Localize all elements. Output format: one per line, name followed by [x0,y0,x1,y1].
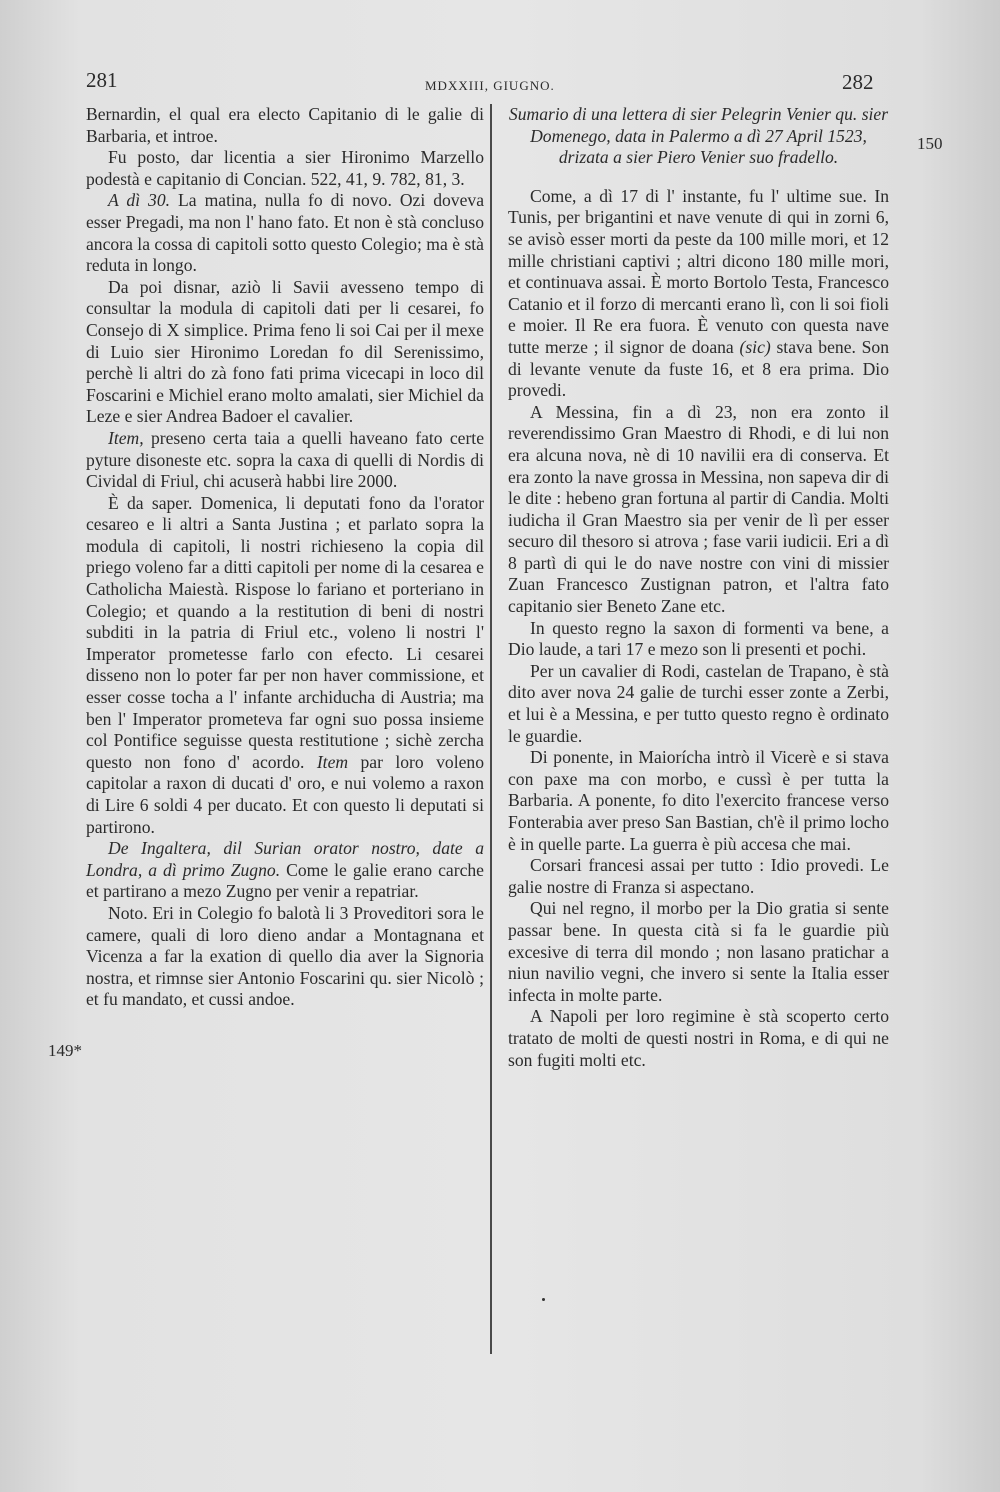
paragraph: È da saper. Domenica, li deputati fono da l'orator cesareo e li altri a Santa Justina ; et parlato sopra la modula di capitoli, li nostri richieseno la copia dil priego voleno far a ditti capitoli per nome di la cesarea e Catholicha Maiestà. Rispose lo fariano et porteriano in Colegio; et quando a la restitution di beni di nostri subditi in la patria di Friul etc., voleno li nostri l' Imperator prometesse farlo con efecto. Li cesarei disseno non lo poter far per non haver commissione, et esser cosse tocha a l' infante archiducha di Austria; ma ben l' Imperator prometeva far ogni suo possa insieme col Pontifice seguisse questa restitutione ; sichè zercha questo non fono d' acordo. Item par loro voleno capitolar a raxon di ducati d' oro, e nui volemo a raxon di Lire 6 soldi 4 per ducato. Et con questo li deputati si partirono. [86,492,484,837]
paragraph: Per un cavalier di Rodi, castelan de Trapano, è stà dito aver nova 24 galie de turchi esser zonte a Zerbi, et lui è a Messina, e per tutto questo regno è ordinato le guardie. [508,660,889,746]
left-column [86,104,484,1011]
page-number-left: 281 [86,68,118,92]
sic-note: (sic) [739,336,771,357]
page-number-right: 282 [842,70,874,94]
paragraph: Di ponente, in Maiorícha intrò il Vicerè e si stava con paxe ma con morbo, e cussì è per tutta la Barbaria. A ponente, fo dito l'exercito francese verso Fonterabia aver preso San Bastian, ch'è il primo locho è in quelle parte. La guerra è più accesa che mai. [508,747,889,854]
running-head [0,68,1000,98]
paragraph: A Napoli per loro regimine è stà scoperto certo tratato de molti de questi nostri in Roma, e di qui ne son fugiti molti etc. [508,1006,889,1070]
paragraph: A dì 30. La matina, nulla fo di novo. Ozi doveva esser Pregadi, ma non l' hano fato. Et non è stà concluso ancora la cossa di capitoli sotto questo Colegio; ma è stà reduta in longo. [86,190,485,276]
right-column [508,104,889,1071]
item-marker: Item [316,751,349,772]
paragraph: Come, a dì 17 di l' instante, fu l' ultime sue. In Tunis, per brigantini et nave venute di qui in zorni 6, se avisò esser morti da peste da 100 mille mori, et 12 mille christiani captivi ; altri dicono 180 mille mori, et continuava assai. È morto Bortolo Testa, Francesco Catanio et il forzo di mercanti erano lì, con li soi fioli e moier. Il Re era fuora. È venuto con questa nave tutte merze ; il signor de doana (sic) stava bene. Son di levante venute da fuste 16, et 8 era prima. Dio provedi. [508,185,890,401]
margin-folio-left: 149* [48,1041,82,1060]
paragraph: Fu posto, dar licentia a sier Hironimo Marzello podestà e capitanio di Concian. 522, 41, 9. 782, 81, 3. [86,147,484,189]
paragraph: Item, preseno certa taia a quelli haveano fato certe pyture disoneste etc. sopra la caxa di quelli di Nordis di Cividal di Friul, chi acuserà habbi lire 2000. [86,427,485,492]
ink-dot [542,1298,545,1301]
paragraph: Corsari francesi assai per tutto : Idio provedi. Le galie nostre di Franza si aspectano. [508,855,889,897]
margin-folio-right: 150 [917,134,943,153]
column-divider [490,104,492,1354]
running-title: MDXXIII, GIUGNO. [425,78,555,93]
date-heading: A dì 30. [108,190,171,211]
paragraph: In questo regno la saxon di formenti va bene, a Dio laude, a tari 17 e mezo son li presenti et pochi. [508,617,889,660]
paragraph: Da poi disnar, aziò li Savii avesseno tempo di consultar la modula di capitoli dati per li cesarei, fo Consejo di X simplice. Prima feno li soi Cai per il mexe di Luio sier Hironimo Loredan fo dil Serenissimo, perchè li altri do zà fono fati prima vicecapi in loco dil Foscarini e Michiel erano molto amalati, sier Michiel da Leze e sier Andrea Badoer el cavalier. [86,276,484,427]
paragraph: A Messina, fin a dì 23, non era zonto il reverendissimo Gran Maestro di Rhodi, e di lui non era alcuna nova, nè di 10 navilii era di conserva. Et era zonto la nave grossa in Messina, non sapeva dir di le dite : hebeno gran fortuna al partir di Candia. Molti iudicha il Gran Maestro sia per venir de lì per esser securo dil thesoro si atrova ; fase varii iudicii. Eri a dì 8 partì di qui le do nave nostre con vini di missier Zuan Francesco Zustignan patron, et l'altra fato capitanio sier Beneto Zane etc. [508,401,889,617]
paragraph: De Ingaltera, dil Surian orator nostro, date a Londra, a dì primo Zugno. Come le galie erano carche et partirano a mezo Zugno per venir a repatriar. [86,838,484,902]
letter-rubric: Sumario di una lettera di sier Pelegrin Venier qu. sier Domenego, data in Palermo a dì 27 April 1523, drizata a sier Piero Venier suo fradello. [508,104,889,168]
paragraph: Qui nel regno, il morbo per la Dio gratia si sente passar bene. In questa cità si fa le guardie più excesive di terra dil mondo ; non lasano pratichar a niun navilio vegni, che invero si sente la Italia esser infecta in molte parte. [508,898,889,1005]
paragraph: Bernardin, el qual era electo Capitanio di le galie di Barbaria, et introe. [86,104,484,146]
paragraph: Noto. Eri in Colegio fo balotà li 3 Proveditori sora le camere, quali di loro dieno andar a Montagnana et Vicenza a far la exation di quello dia aver la Signoria nostra, et rimnse sier Antonio Foscarini qu. sier Nicolò ; et fu mandato, et cussi andoe. [86,902,484,1010]
item-marker: Item, [108,427,144,448]
letter-heading: De Ingaltera, dil Surian orator nostro, date a Londra, a dì primo Zugno. [86,838,484,880]
